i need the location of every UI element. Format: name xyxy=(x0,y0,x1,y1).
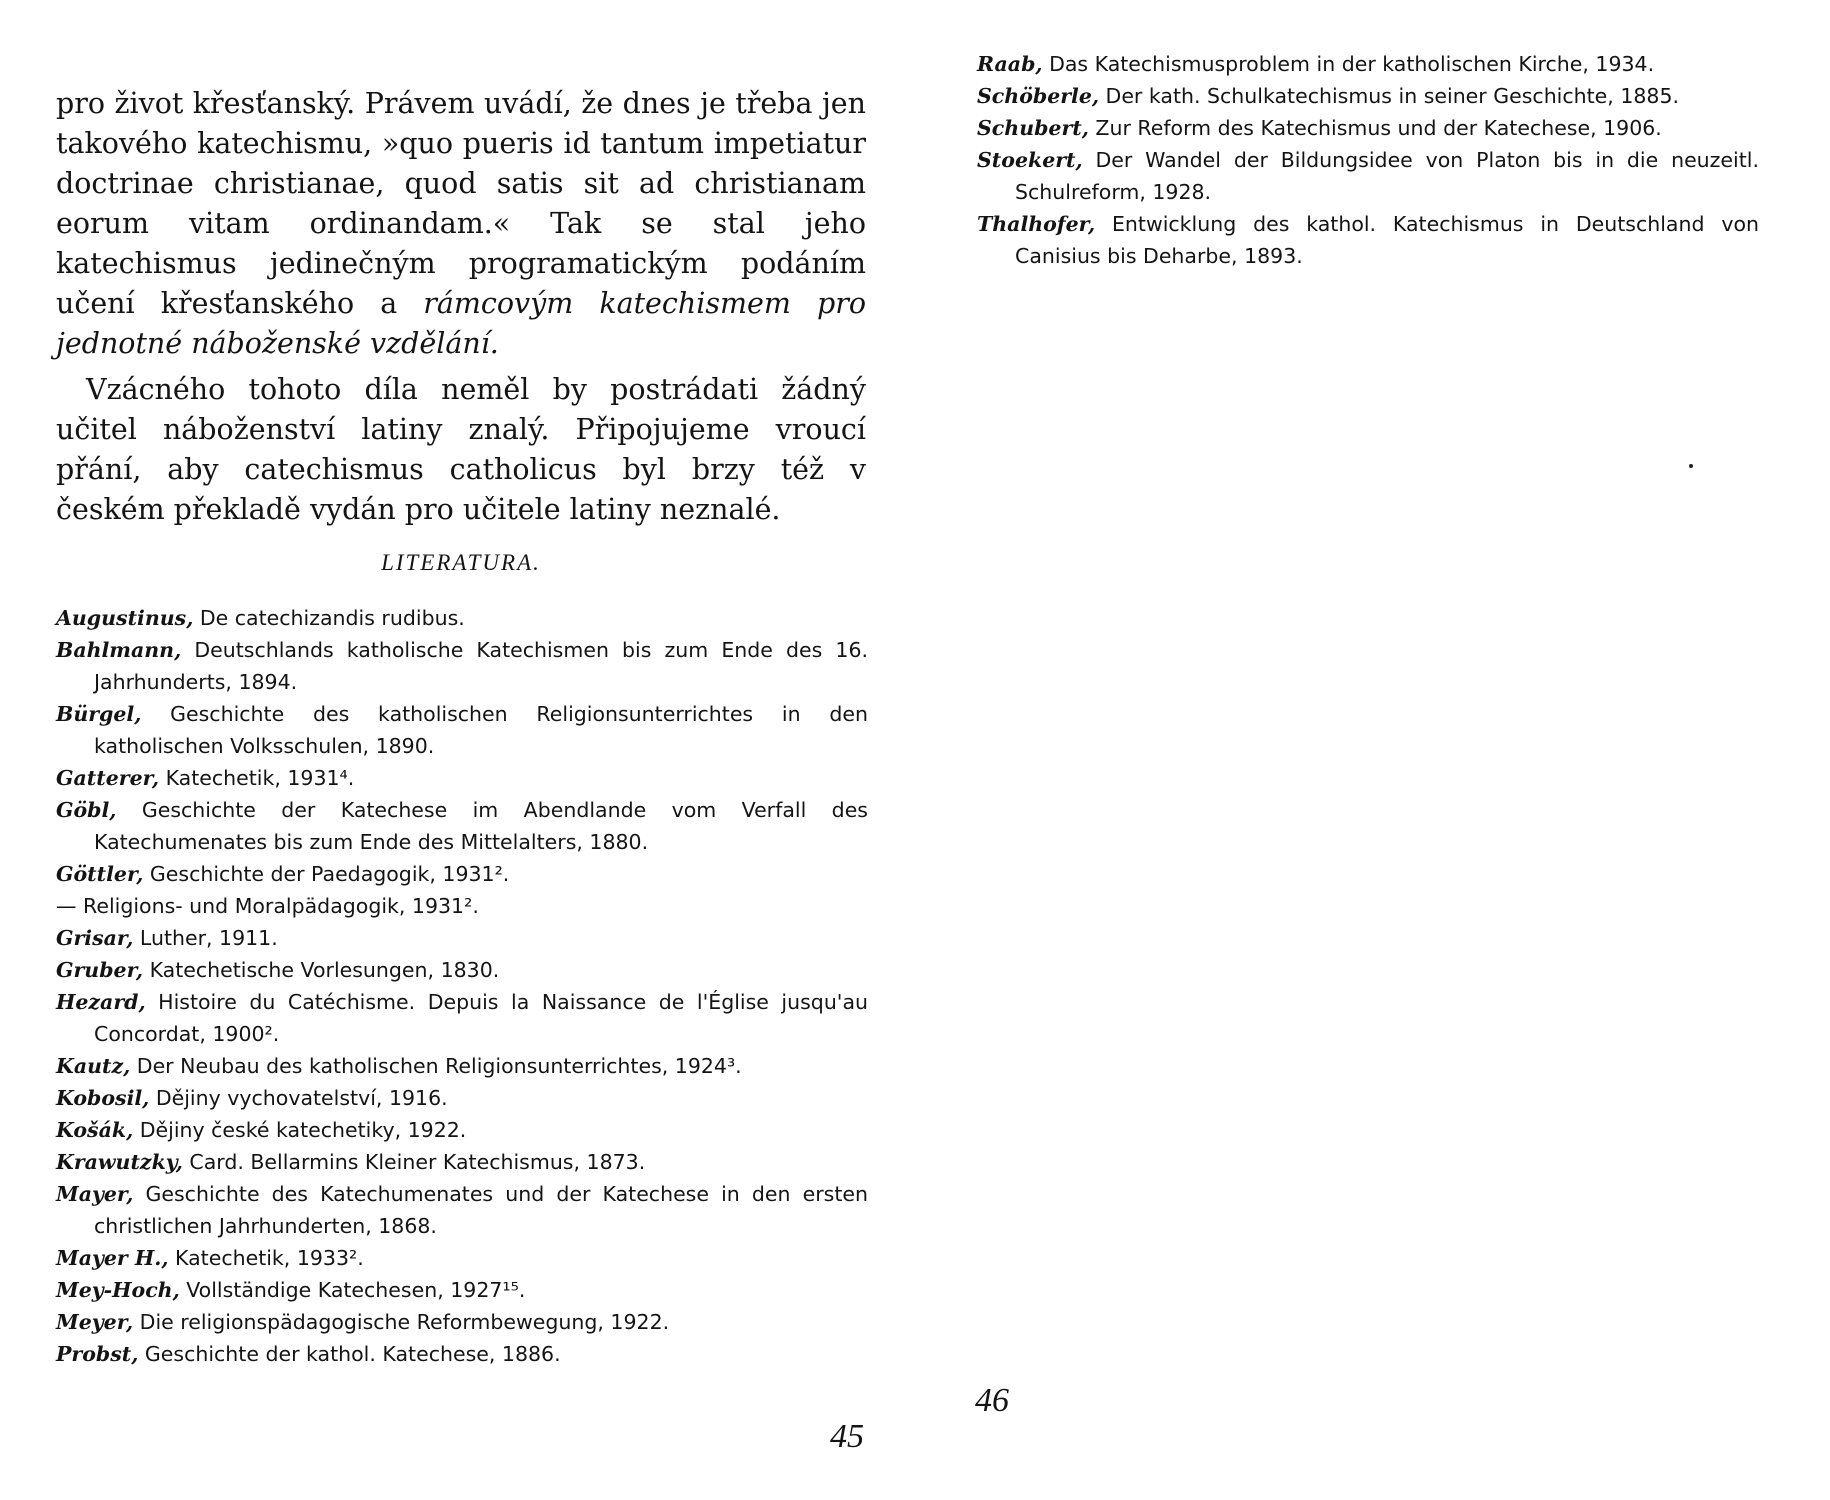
entry-title: Das Katechismusproblem in der katholischen Kirche, 1934. xyxy=(1042,52,1655,76)
entry-author: Bürgel, xyxy=(56,702,142,726)
entry-author: Meyer, xyxy=(56,1310,134,1334)
entry-title: Katechetik, 1931⁴. xyxy=(159,766,355,790)
bibliography-entry xyxy=(56,1114,868,1146)
entry-author: Göttler, xyxy=(56,862,144,886)
speck-mark xyxy=(1689,464,1693,468)
bibliography-entry xyxy=(56,1178,868,1242)
bibliography-entry xyxy=(56,794,868,858)
entry-title: Dějiny české katechetiky, 1922. xyxy=(133,1118,467,1142)
bibliography-entry xyxy=(56,1082,868,1114)
bibliography-list-continued xyxy=(977,48,1759,272)
entry-title: Entwicklung des kathol. Katechismus in Deutschland von Canisius bis Deharbe, 1893. xyxy=(1015,212,1759,268)
bibliography-entry xyxy=(56,634,868,698)
entry-title: Luther, 1911. xyxy=(133,926,278,950)
bibliography-entry xyxy=(56,1242,868,1274)
bibliography-entry xyxy=(977,80,1759,112)
paragraph-1-text: pro život křesťanský. Právem uvádí, že dnes je třeba jen takového katechismu, »quo pueris id tantum impetiatur doctrinae christianae, quod satis sit ad christianam eorum vitam ordinandam.« Tak se stal jeho katechismus jedinečným programatickým podáním učení křesťanského a xyxy=(56,87,866,320)
bibliography-entry xyxy=(977,208,1759,272)
entry-author: Schöberle, xyxy=(977,84,1100,108)
entry-title: Der Wandel der Bildungsidee von Platon bis in die neuzeitl. Schulreform, 1928. xyxy=(1015,148,1759,204)
entry-author: Bahlmann, xyxy=(56,638,182,662)
entry-author: Hezard, xyxy=(56,990,146,1014)
entry-author: Kautz, xyxy=(56,1054,131,1078)
entry-author: Mey-Hoch, xyxy=(56,1278,180,1302)
entry-title: Zur Reform des Katechismus und der Katechese, 1906. xyxy=(1088,116,1662,140)
entry-author: Krawutzky, xyxy=(56,1150,183,1174)
entry-title: Katechetische Vorlesungen, 1830. xyxy=(143,958,500,982)
entry-author: Gatterer, xyxy=(56,766,160,790)
bibliography-entry xyxy=(56,1050,868,1082)
right-page xyxy=(915,0,1830,1500)
bibliography-entry xyxy=(56,1146,868,1178)
entry-author: Mayer, xyxy=(56,1182,134,1206)
bibliography-entry xyxy=(977,144,1759,208)
entry-title: Geschichte der kathol. Katechese, 1886. xyxy=(138,1342,561,1366)
bibliography-entry xyxy=(56,1306,868,1338)
bibliography-entry xyxy=(56,698,868,762)
entry-title: Geschichte des Katechumenates und der Katechese in den ersten christlichen Jahrhunderten, 1868. xyxy=(94,1182,868,1238)
entry-author: Kobosil, xyxy=(56,1086,150,1110)
entry-author: Augustinus, xyxy=(56,606,194,630)
entry-author: Stoekert, xyxy=(977,148,1083,172)
bibliography-entry xyxy=(56,858,868,890)
entry-title: Vollständige Katechesen, 1927¹⁵. xyxy=(179,1278,526,1302)
entry-title: Dějiny vychovatelství, 1916. xyxy=(149,1086,448,1110)
entry-author: Mayer H., xyxy=(56,1246,169,1270)
bibliography-entry xyxy=(56,954,868,986)
paragraph-1-italic: rámcovým katechismem pro jednotné náboženské vzdělání. xyxy=(56,287,866,360)
entry-author: Košák, xyxy=(56,1118,134,1142)
entry-title: Histoire du Catéchisme. Depuis la Naissance de l'Église jusqu'au Concordat, 1900². xyxy=(94,990,868,1046)
entry-title: Der kath. Schulkatechismus in seiner Geschichte, 1885. xyxy=(1099,84,1680,108)
entry-author: Thalhofer, xyxy=(977,212,1096,236)
entry-author: Schubert, xyxy=(977,116,1089,140)
bibliography-entry xyxy=(56,986,868,1050)
bibliography-entry xyxy=(56,1274,868,1306)
entry-title: Die religionspädagogische Reformbewegung, 1922. xyxy=(133,1310,670,1334)
bibliography-entry xyxy=(977,48,1759,80)
paragraph-2: Vzácného tohoto díla neměl by postrádati žádný učitel náboženství latiny znalý. Připojujeme vroucí přání, aby catechismus catholicus byl brzy též v českém překladě vydán pro učitele latiny neznalé. xyxy=(56,373,866,526)
entry-author: Göbl, xyxy=(56,798,117,822)
entry-title: Geschichte des katholischen Religionsunterrichtes in den katholischen Volksschulen, 1890. xyxy=(94,702,868,758)
entry-title: — Religions- und Moralpädagogik, 1931². xyxy=(56,894,479,918)
entry-author: Raab, xyxy=(977,52,1043,76)
entry-title: Katechetik, 1933². xyxy=(168,1246,364,1270)
bibliography-entry xyxy=(56,602,868,634)
body-text xyxy=(56,84,866,530)
entry-title: Geschichte der Paedagogik, 1931². xyxy=(143,862,510,886)
bibliography-entry xyxy=(56,922,868,954)
entry-title: Card. Bellarmins Kleiner Katechismus, 1873. xyxy=(182,1150,646,1174)
entry-author: Gruber, xyxy=(56,958,144,982)
bibliography-entry xyxy=(56,762,868,794)
paragraph-1 xyxy=(56,84,866,364)
entry-title: Der Neubau des katholischen Religionsunterrichtes, 1924³. xyxy=(130,1054,742,1078)
bibliography-entry xyxy=(56,1338,868,1370)
bibliography-list xyxy=(56,602,868,1370)
entry-title: Deutschlands katholische Katechismen bis zum Ende des 16. Jahrhunderts, 1894. xyxy=(94,638,868,694)
page-number: 46 xyxy=(975,1382,1009,1419)
entry-author: Probst, xyxy=(56,1342,139,1366)
entry-title: De catechizandis rudibus. xyxy=(193,606,465,630)
entry-author: Grisar, xyxy=(56,926,134,950)
bibliography-entry xyxy=(977,112,1759,144)
bibliography-entry xyxy=(56,890,868,922)
entry-title: Geschichte der Katechese im Abendlande vom Verfall des Katechumenates bis zum Ende des Mittelalters, 1880. xyxy=(94,798,868,854)
page-number: 45 xyxy=(830,1418,864,1455)
literature-heading: LITERATURA. xyxy=(381,550,541,575)
